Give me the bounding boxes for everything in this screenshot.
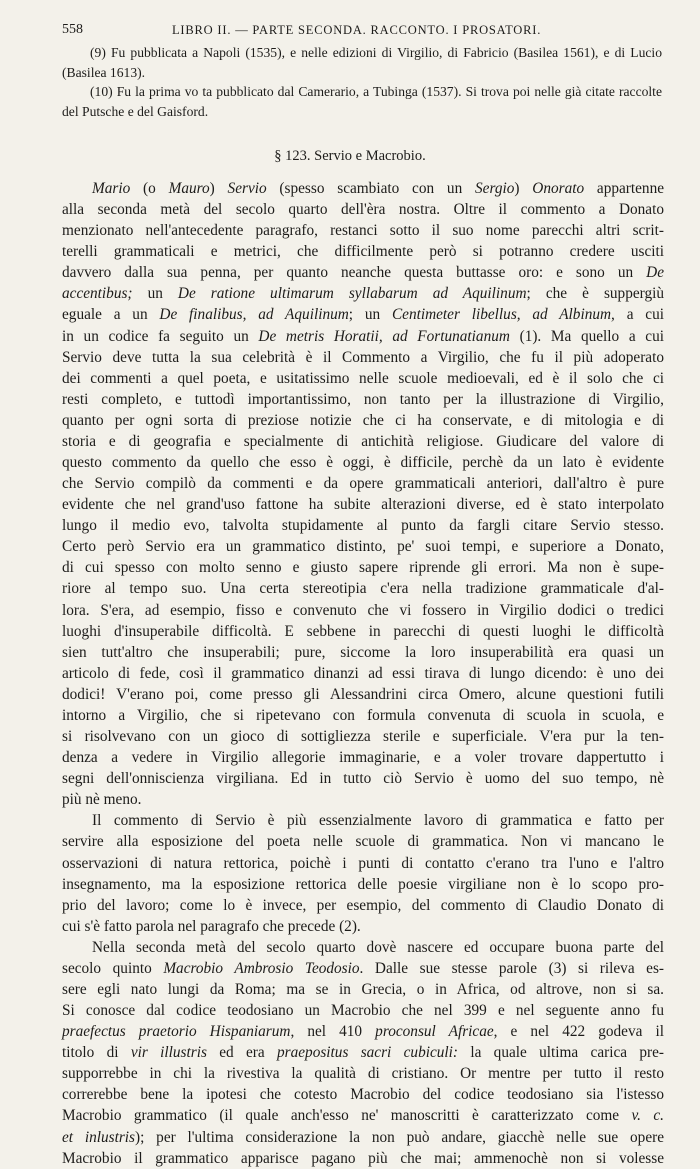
running-header (62, 21, 664, 39)
body-line: denza a vedere in Virgilio allegorie immaginarie, e a voler trovare dappertutto i (62, 749, 664, 767)
body-line: sere egli nato lungi da Roma; ma se in Grecia, o in Africa, od altrove, non si sa. (62, 980, 664, 998)
body-line: evidente che nel grand'uso fattone ha subite alterazioni diverse, ed è stato interpolato (62, 496, 664, 514)
body-line: questo commento da quello che esso è oggi, è difficile, perchè da un lato è evidente (62, 454, 664, 472)
body-line: Macrobio grammatico (il quale anch'esso ne' manoscritti è caratterizzato come v. c. (62, 1107, 664, 1125)
body-line: secolo quinto Macrobio Ambrosio Teodosio. Dalle sue stesse parole (3) si rileva es- (62, 959, 665, 977)
body-line: che Servio compilò da commenti e da opere grammaticali anteriori, dall'altro è pure (62, 475, 664, 493)
body-line: titolo di vir illustris ed era praepositus sacri cubiculi: la quale ultima carica pre- (62, 1044, 664, 1062)
body-line: di cui spesso con molto senno e giusto sapere riprende gli errori. Ma non è supe- (62, 559, 664, 577)
body-line: dodici! V'erano poi, come presso gli Alessandrini circa Omero, alcune questioni futili (62, 685, 664, 703)
body-line: lungo il medio evo, talvolta stupidamente al punto da fargli citare Servio stesso. (62, 517, 664, 535)
body-line: Si conosce dal codice teodosiano un Macrobio che nel 399 e nel seguente anno fu (62, 1002, 664, 1020)
body-line: et inlustris); per l'ultima considerazione la non può andare, giacchè nelle sue opere (62, 1128, 664, 1146)
body-line: si risolvevano con un gioco di sottigliezza sterile e superficiale. V'era pur la ten- (62, 728, 664, 746)
body-line: articolo di fede, così il grammatico dinanzi ad essi tirava di lungo dicendo: è uno dei (62, 664, 664, 682)
page-number: 558 (62, 22, 83, 37)
body-line: cui s'è fatto parola nel paragrafo che precede (2). (62, 917, 361, 935)
body-line: Mario (o Mauro) Servio (spesso scambiato con un Sergio) Onorato appartenne (92, 180, 665, 197)
body-line: segni dell'onniscienza virgiliana. Ed in tutto ciò Servio è uomo del suo tempo, nè (62, 770, 664, 788)
running-title: LIBRO II. — PARTE SECONDA. RACCONTO. I PROSATORI. (172, 23, 542, 37)
body-line: Il commento di Servio è più essenzialmente lavoro di grammatica e fatto per (92, 812, 664, 830)
body-line: terelli grammaticali e metrici, che difficilmente però si potranno credere usciti (62, 243, 664, 261)
body-line: supporrebbe in chi la rivestiva la qualità di cristiano. Or mentre per tutto il resto (62, 1065, 664, 1083)
body-line: quanto per ogni sorta di preziose notizie che ci ha conservate, e di mitologia e di (62, 411, 664, 429)
body-line: accentibus; un De ratione ultimarum syllabarum ad Aquilinum; che è suppergiù (62, 285, 664, 303)
body-line: insegnamento, ma la esposizione rettorica delle poesie virgiliane non è lo scopo pro- (62, 875, 664, 893)
footnotes (62, 43, 662, 121)
body-line: luoghi d'insuperabile difficoltà. E sebbene in parecchi di questi luoghi le difficoltà (62, 622, 664, 640)
body-line: menzionato nell'antecedente paragrafo, restanci sotto il suo nome parecchi altri scrit- (62, 222, 664, 240)
body-text (62, 178, 664, 1169)
body-line: dei commenti a quel poeta, e usitatissimo nelle scuole medioevali, ed è il solo che ci (62, 369, 664, 387)
body-line: davvero dalla sua penna, per quanto neanche questa buttasse oro: e sono un De (62, 264, 664, 282)
footnote-9: (9) Fu pubblicata a Napoli (1535), e nelle edizioni di Virgilio, di Fabricio (Basilea 1561), e di Lucio (Basilea 1613). (62, 45, 662, 80)
footnote-10: (10) Fu la prima vo ta pubblicato dal Camerario, a Tubinga (1537). Si trova poi nelle già citate raccolte del Putsche e del Gaisford. (62, 84, 662, 119)
body-line: storia e di geografia e specialmente di antichità religiose. Giudicare del valore di (62, 432, 664, 450)
body-line: intorno a Virgilio, che si ripetevano con formula convenuta di scuola in scuola, e (62, 706, 664, 724)
body-line: Servio deve tutta la sua celebrità è il Commento a Virgilio, che fu il più adoperato (62, 348, 664, 366)
body-line: Certo però Servio era un grammatico distinto, pe' suoi tempi, e superiore a Donato, (62, 538, 664, 556)
body-line: resti completo, e tuttodì importantissimo, non tanto per la illustrazione di Virgilio, (62, 390, 664, 408)
body-line: servire alla esposizione del poeta nelle scuole di grammatica. Non vi mancano le (62, 833, 664, 851)
body-line: Nella seconda metà del secolo quarto dovè nascere ed occupare buona parte del (92, 938, 664, 956)
body-line: eguale a un De finalibus, ad Aquilinum; un Centimeter libellus, ad Albinum, a cui (62, 306, 664, 324)
body-line: praefectus praetorio Hispaniarum, nel 410 proconsul Africae, e nel 422 godeva il (62, 1023, 665, 1041)
body-line: alla seconda metà del secolo quarto dell'èra nostra. Oltre il commento a Donato (62, 201, 664, 219)
body-line: sien tutt'altro che insuperabili; pure, siccome la loro insuperabilità era quasi un (62, 643, 664, 661)
body-line: lora. S'era, ad esempio, fisso e convenuto che vi fossero in Virgilio dodici o tredici (62, 601, 664, 619)
body-line: prio del lavoro; come lo è invece, per esempio, del commento di Claudio Donato di (62, 896, 664, 914)
body-line: più nè meno. (62, 791, 142, 809)
body-line: correrebbe bene la ipotesi che cotesto Macrobio del codice teodosiano sia l'istesso (62, 1086, 664, 1104)
body-line: osservazioni di natura rettorica, poichè i punti di contatto c'erano tra l'uno e l'altro (62, 854, 664, 872)
body-line: Macrobio il grammatico apparisce pagano più che mai; ammenochè non si volesse (62, 1149, 664, 1167)
body-line: in un codice fa seguito un De metris Horatii, ad Fortunatianum (1). Ma quello a cui (62, 327, 664, 345)
section-title: § 123. Servio e Macrobio. (274, 148, 426, 164)
body-line: riore al tempo suo. Una certa stereotipia c'era nella tradizione grammaticale d'al- (62, 580, 664, 598)
